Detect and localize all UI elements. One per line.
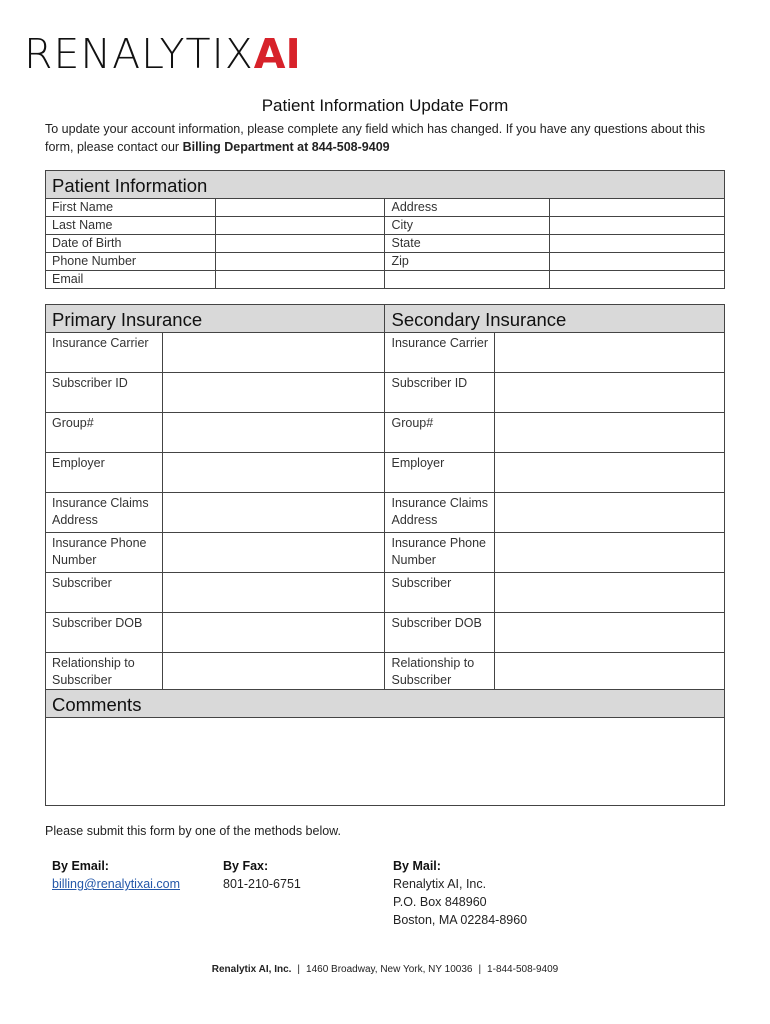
billing-email-link[interactable]: billing@renalytixai.com <box>52 877 181 891</box>
secondary-subscriber-label: Subscriber <box>385 573 495 613</box>
form-intro <box>45 120 735 156</box>
primary-employer-field[interactable] <box>162 453 385 493</box>
zip-label: Zip <box>385 253 550 271</box>
company-logo <box>24 30 301 78</box>
insurance-table <box>45 304 725 693</box>
billing-contact: Billing Department at 844-508-9409 <box>182 140 390 154</box>
logo-ai-mark: AI <box>253 30 301 78</box>
secondary-subscriber-id-field[interactable] <box>495 373 725 413</box>
city-field[interactable] <box>550 217 725 235</box>
empty-cell <box>550 271 725 289</box>
footer-address: 1460 Broadway, New York, NY 10036 <box>306 964 473 975</box>
comments-field[interactable] <box>46 718 725 806</box>
empty-cell <box>385 271 550 289</box>
city-label: City <box>385 217 550 235</box>
secondary-employer-label: Employer <box>385 453 495 493</box>
fax-method <box>223 857 301 893</box>
logo-wordmark: RENALYTIX <box>24 30 254 78</box>
primary-employer-label: Employer <box>46 453 163 493</box>
secondary-subscriber-id-label: Subscriber ID <box>385 373 495 413</box>
zip-field[interactable] <box>550 253 725 271</box>
secondary-claims-address-label: Insurance Claims Address <box>385 493 495 533</box>
secondary-insurance-phone-field[interactable] <box>495 533 725 573</box>
email-field[interactable] <box>215 271 385 289</box>
patient-information-table <box>45 170 725 289</box>
address-field[interactable] <box>550 199 725 217</box>
primary-group-label: Group# <box>46 413 163 453</box>
last-name-label: Last Name <box>46 217 216 235</box>
primary-insurance-heading: Primary Insurance <box>46 305 385 333</box>
primary-insurance-phone-field[interactable] <box>162 533 385 573</box>
comments-table <box>45 689 725 806</box>
fax-method-heading: By Fax: <box>223 859 269 873</box>
secondary-relationship-field[interactable] <box>495 653 725 693</box>
intro-text: To update your account information, please complete any field which has changed. If you have any questions about this form, please contact our <box>45 122 706 154</box>
primary-insurance-carrier-field[interactable] <box>162 333 385 373</box>
state-field[interactable] <box>550 235 725 253</box>
primary-subscriber-field[interactable] <box>162 573 385 613</box>
primary-relationship-field[interactable] <box>162 653 385 693</box>
secondary-employer-field[interactable] <box>495 453 725 493</box>
mail-address-line-1: Renalytix AI, Inc. <box>393 877 487 891</box>
secondary-subscriber-dob-field[interactable] <box>495 613 725 653</box>
comments-heading: Comments <box>46 690 725 718</box>
patient-information-heading: Patient Information <box>46 171 725 199</box>
phone-number-field[interactable] <box>215 253 385 271</box>
primary-insurance-carrier-label: Insurance Carrier <box>46 333 163 373</box>
mail-address-line-2: P.O. Box 848960 <box>393 895 487 909</box>
secondary-subscriber-dob-label: Subscriber DOB <box>385 613 495 653</box>
primary-claims-address-field[interactable] <box>162 493 385 533</box>
last-name-field[interactable] <box>215 217 385 235</box>
date-of-birth-label: Date of Birth <box>46 235 216 253</box>
primary-insurance-phone-label: Insurance Phone Number <box>46 533 163 573</box>
form-title: Patient Information Update Form <box>261 96 509 115</box>
email-method-heading: By Email: <box>52 859 109 873</box>
primary-subscriber-label: Subscriber <box>46 573 163 613</box>
first-name-field[interactable] <box>215 199 385 217</box>
mail-method-heading: By Mail: <box>393 859 441 873</box>
primary-group-field[interactable] <box>162 413 385 453</box>
secondary-insurance-carrier-label: Insurance Carrier <box>385 333 495 373</box>
phone-number-label: Phone Number <box>46 253 216 271</box>
primary-claims-address-label: Insurance Claims Address <box>46 493 163 533</box>
secondary-claims-address-field[interactable] <box>495 493 725 533</box>
secondary-subscriber-field[interactable] <box>495 573 725 613</box>
email-method <box>52 857 180 893</box>
mail-address-line-3: Boston, MA 02284-8960 <box>393 913 528 927</box>
date-of-birth-field[interactable] <box>215 235 385 253</box>
secondary-insurance-phone-label: Insurance Phone Number <box>385 533 495 573</box>
first-name-label: First Name <box>46 199 216 217</box>
submit-instructions: Please submit this form by one of the methods below. <box>45 824 341 838</box>
fax-number: 801-210-6751 <box>223 877 301 891</box>
footer-phone: 1-844-508-9409 <box>487 964 559 975</box>
secondary-relationship-label: Relationship to Subscriber <box>385 653 495 693</box>
footer-separator: | <box>297 964 301 975</box>
address-label: Address <box>385 199 550 217</box>
primary-subscriber-dob-label: Subscriber DOB <box>46 613 163 653</box>
primary-relationship-label: Relationship to Subscriber <box>46 653 163 693</box>
secondary-insurance-carrier-field[interactable] <box>495 333 725 373</box>
primary-subscriber-dob-field[interactable] <box>162 613 385 653</box>
primary-subscriber-id-field[interactable] <box>162 373 385 413</box>
secondary-group-field[interactable] <box>495 413 725 453</box>
mail-method <box>393 857 527 929</box>
footer-separator: | <box>478 964 482 975</box>
primary-subscriber-id-label: Subscriber ID <box>46 373 163 413</box>
email-label: Email <box>46 271 216 289</box>
state-label: State <box>385 235 550 253</box>
secondary-group-label: Group# <box>385 413 495 453</box>
secondary-insurance-heading: Secondary Insurance <box>385 305 725 333</box>
page-footer <box>0 964 770 975</box>
footer-company: Renalytix AI, Inc. <box>211 964 292 975</box>
